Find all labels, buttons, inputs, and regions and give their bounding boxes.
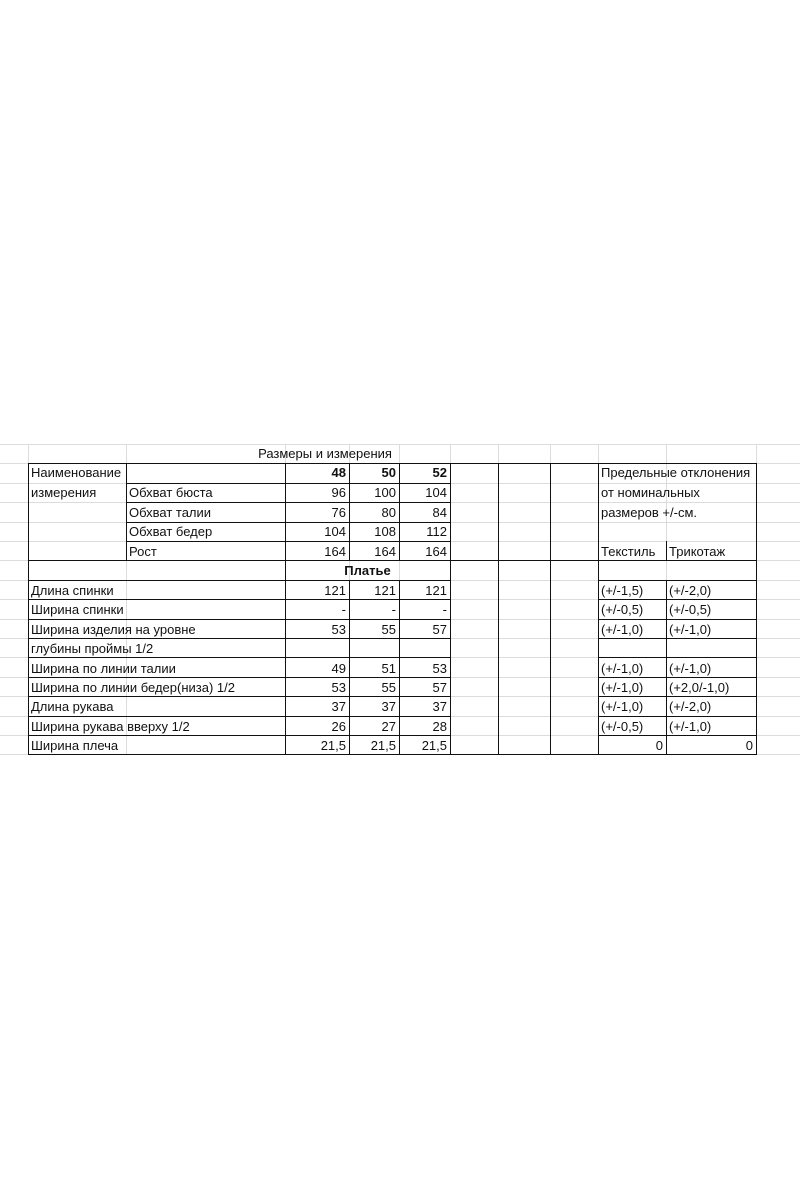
row-label: Ширина рукава вверху 1/2	[31, 719, 190, 734]
measure-label: Обхват талии	[129, 505, 212, 520]
knit-deviation: (+/-2,0)	[669, 699, 712, 714]
row-label: Ширина по линии талии	[31, 661, 176, 676]
measure-label: Обхват бюста	[129, 485, 213, 500]
size-52-value: 53	[432, 661, 447, 676]
textile-deviation: (+/-1,0)	[601, 622, 644, 637]
size-52-header: 52	[432, 465, 447, 480]
textile-deviation: (+/-0,5)	[601, 719, 644, 734]
size-50-value: 51	[381, 661, 396, 676]
size-52-value: -	[442, 602, 447, 617]
knit-deviation: (+/-1,0)	[669, 622, 712, 637]
table-title: Размеры и измерения	[258, 446, 392, 461]
size-48-value: 49	[331, 661, 346, 676]
knit-deviation: (+/-2,0)	[669, 583, 712, 598]
row-label: Длина спинки	[31, 583, 114, 598]
deviation-header-line2: от номинальных	[601, 485, 700, 500]
textile-deviation: (+/-1,5)	[601, 583, 644, 598]
row-label: Длина рукава	[31, 699, 114, 714]
knit-header: Трикотаж	[669, 544, 726, 559]
table-border	[598, 657, 756, 658]
header-name-line1: Наименование	[31, 465, 122, 480]
size-50-value: -	[391, 602, 396, 617]
section-title: Платье	[344, 563, 391, 578]
measure-value: 164	[425, 544, 447, 559]
size-52-value: 21,5	[421, 738, 447, 753]
measure-value: 80	[381, 505, 396, 520]
textile-header: Текстиль	[601, 544, 656, 559]
table-border	[550, 463, 551, 754]
measure-label: Обхват бедер	[129, 524, 213, 539]
deviation-header-line1: Предельные отклонения	[601, 465, 751, 480]
table-border	[498, 463, 499, 754]
size-52-value: 28	[432, 719, 447, 734]
size-50-value: 37	[381, 699, 396, 714]
size-52-value: 57	[432, 680, 447, 695]
size-48-value: 37	[331, 699, 346, 714]
row-label: Ширина по линии бедер(низа) 1/2	[31, 680, 235, 695]
size-52-value: 121	[425, 583, 447, 598]
size-52-value: 37	[432, 699, 447, 714]
size-50-value: 55	[381, 680, 396, 695]
row-label: Ширина плеча	[31, 738, 119, 753]
measure-value: 108	[374, 524, 396, 539]
size-48-value: 26	[331, 719, 346, 734]
row-label: глубины проймы 1/2	[31, 641, 154, 656]
textile-deviation: (+/-1,0)	[601, 680, 644, 695]
measure-value: 76	[331, 505, 346, 520]
knit-deviation: (+/-1,0)	[669, 661, 712, 676]
header-name-line2: измерения	[31, 485, 97, 500]
size-50-header: 50	[381, 465, 396, 480]
size-48-value: 21,5	[320, 738, 346, 753]
textile-deviation: (+/-1,0)	[601, 699, 644, 714]
textile-deviation: (+/-0,5)	[601, 602, 644, 617]
measure-value: 100	[374, 485, 396, 500]
size-50-value: 21,5	[370, 738, 396, 753]
measure-value: 164	[324, 544, 346, 559]
knit-deviation: (+/-0,5)	[669, 602, 712, 617]
measure-label: Рост	[129, 544, 157, 559]
size-50-value: 55	[381, 622, 396, 637]
deviation-header-line3: размеров +/-см.	[601, 505, 698, 520]
measure-value: 164	[374, 544, 396, 559]
textile-deviation: (+/-1,0)	[601, 661, 644, 676]
size-50-value: 27	[381, 719, 396, 734]
knit-deviation: 0	[745, 738, 753, 753]
row-label: Ширина изделия на уровне	[31, 622, 196, 637]
size-48-value: 121	[324, 583, 346, 598]
size-50-value: 121	[374, 583, 396, 598]
size-48-value: -	[341, 602, 346, 617]
table-border	[450, 463, 451, 755]
size-52-value: 57	[432, 622, 447, 637]
size-48-value: 53	[331, 622, 346, 637]
measure-value: 104	[324, 524, 346, 539]
knit-deviation: (+2,0/-1,0)	[669, 680, 730, 695]
measure-value: 96	[331, 485, 346, 500]
size-48-value: 53	[331, 680, 346, 695]
measure-value: 104	[425, 485, 447, 500]
knit-deviation: (+/-1,0)	[669, 719, 712, 734]
size-48-header: 48	[331, 465, 346, 480]
measure-value: 112	[426, 524, 447, 539]
textile-deviation: 0	[655, 738, 663, 753]
measure-value: 84	[432, 505, 447, 520]
row-label: Ширина спинки	[31, 602, 124, 617]
